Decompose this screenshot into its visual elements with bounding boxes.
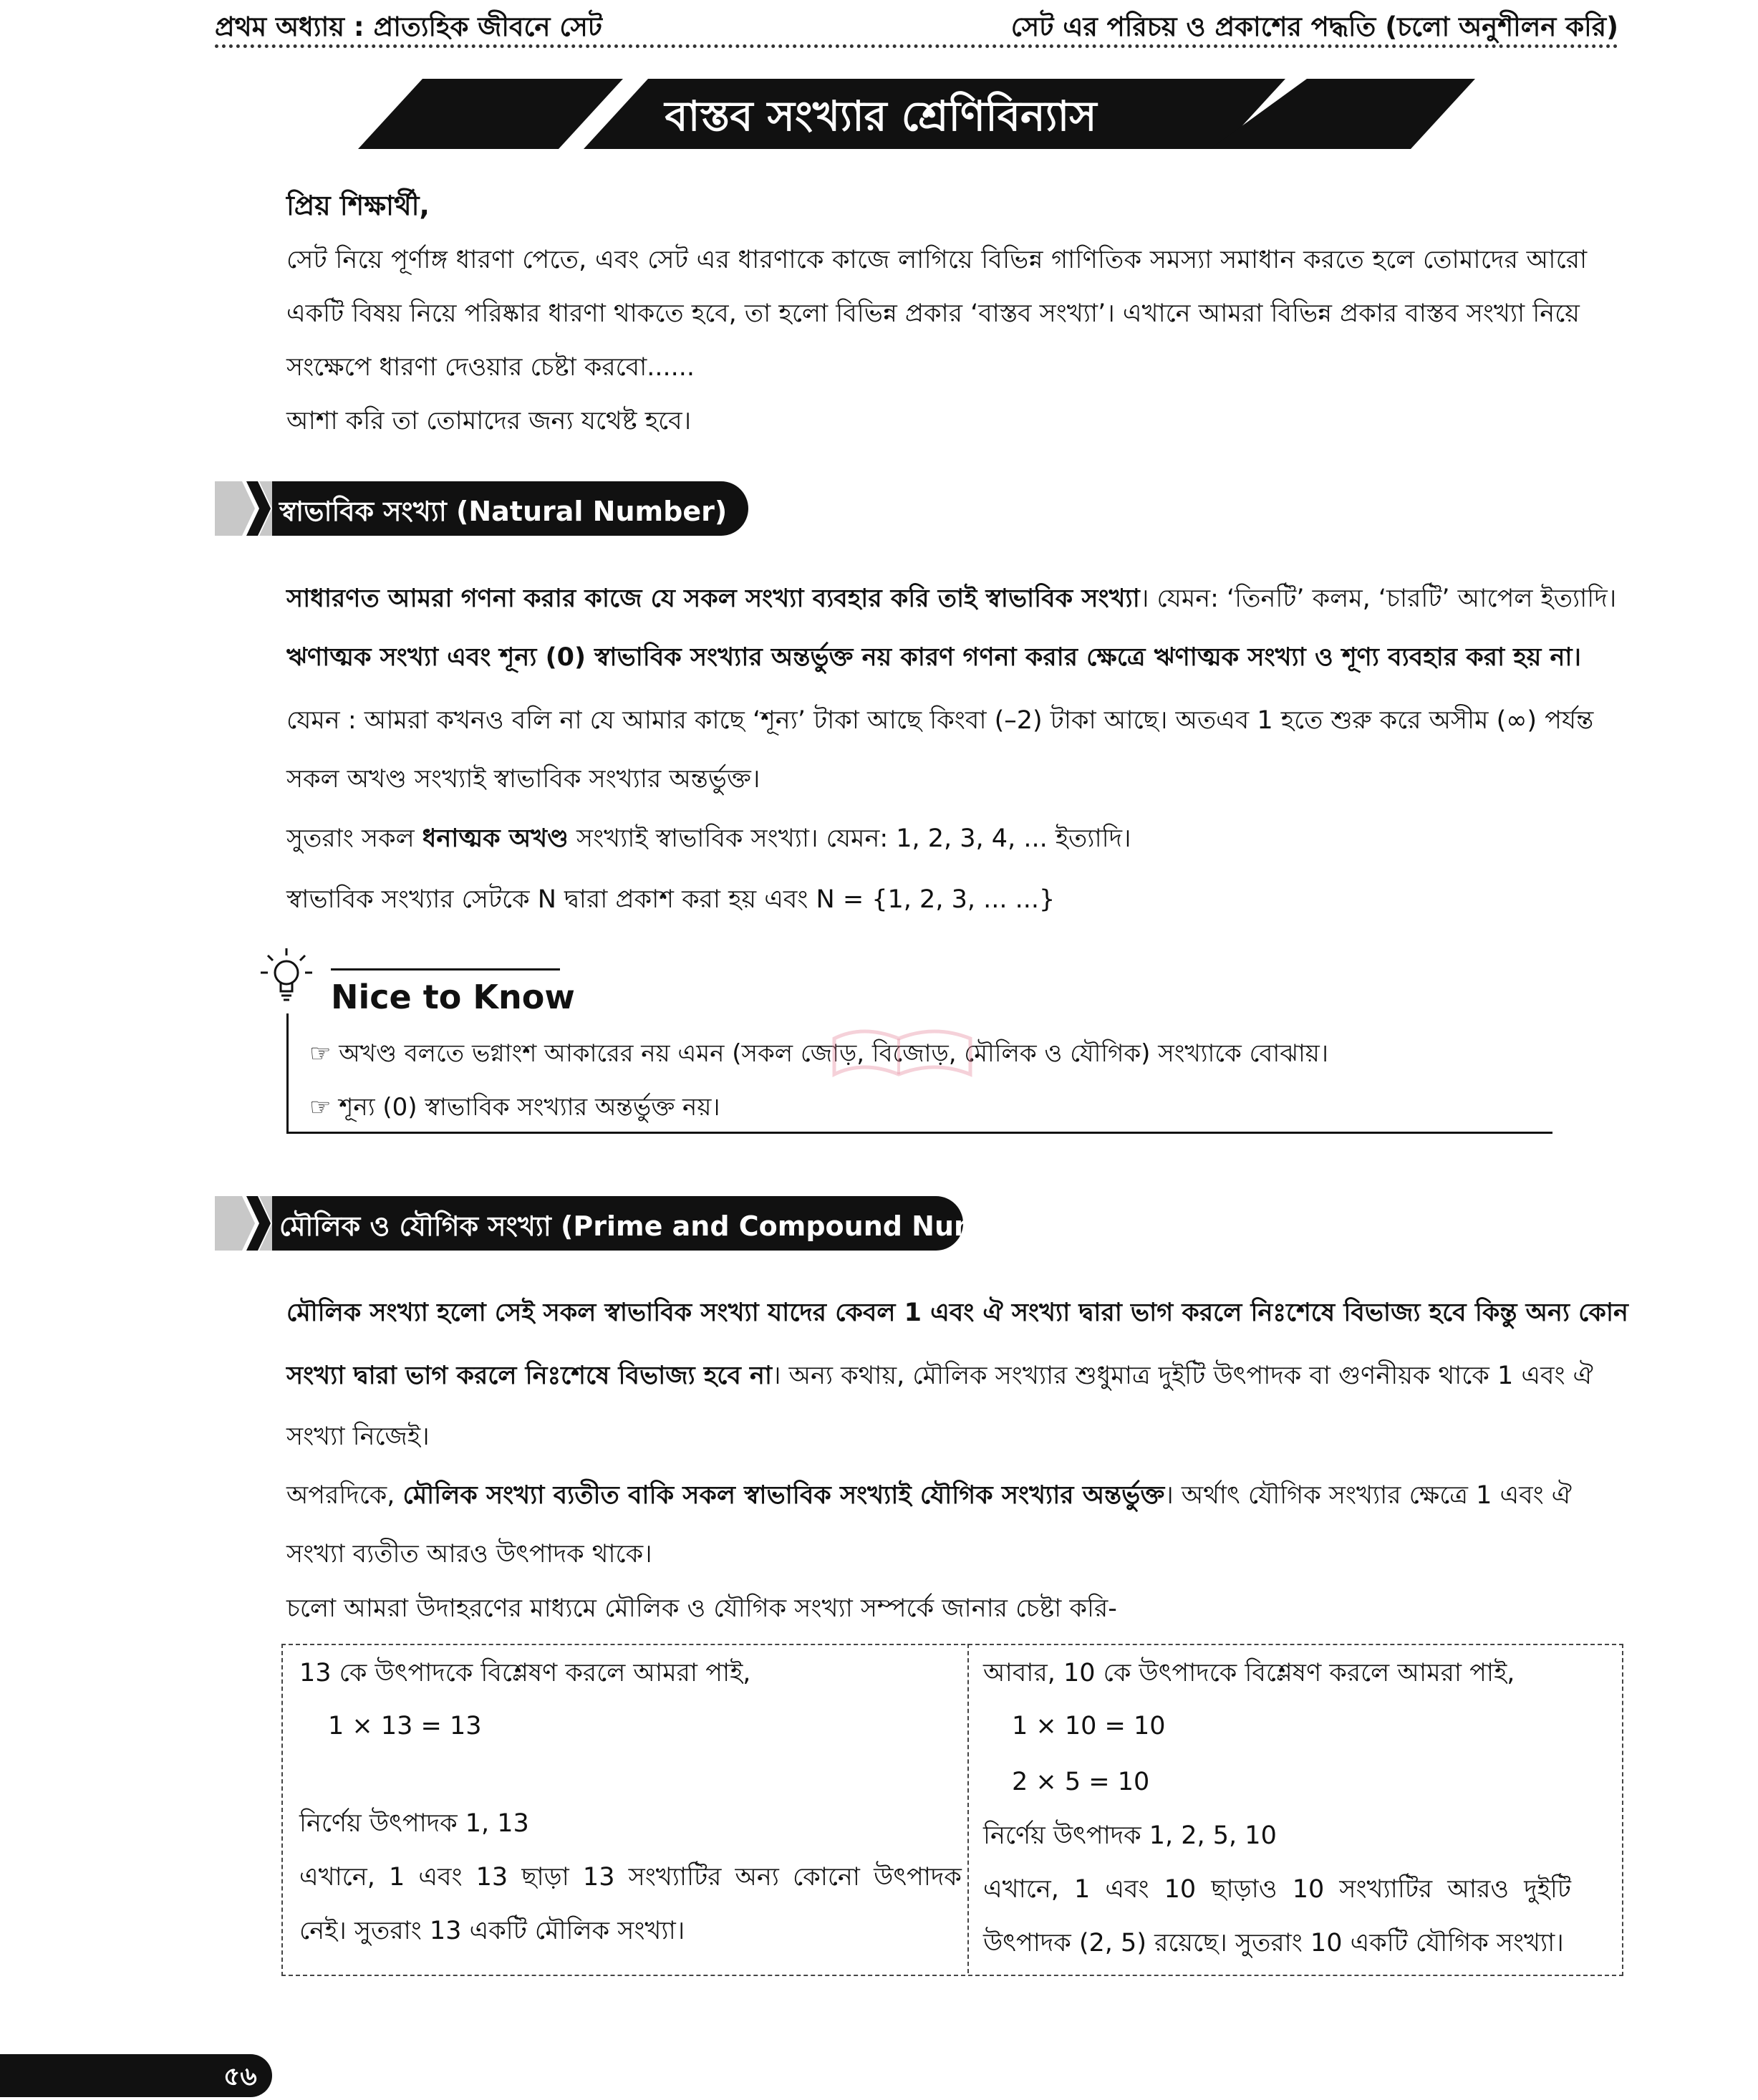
pointing-hand-icon: ☞	[309, 1039, 332, 1068]
natural-para-4: সুতরাং সকল ধনাত্মক অখণ্ড সংখ্যাই স্বাভাবিক সংখ্যা। যেমন: 1, 2, 3, 4, ... ইত্যাদি।	[286, 824, 1131, 853]
prime-para-4: অপরদিকে, মৌলিক সংখ্যা ব্যতীত বাকি সকল স্বাভাবিক সংখ্যাই যৌগিক সংখ্যার অন্তর্ভুক্ত। অর্থাৎ যৌগিক সংখ্যার ক্ষেত্রে 1 এবং ঐ	[286, 1481, 1572, 1510]
left-cell-equation: 1 × 13 = 13	[328, 1712, 482, 1740]
natural-para-3b: সকল অখণ্ড সংখ্যাই স্বাভাবিক সংখ্যার অন্তর্ভুক্ত।	[286, 765, 760, 794]
intro-line-2: একটি বিষয় নিয়ে পরিষ্কার ধারণা থাকতে হবে, তা হলো বিভিন্ন প্রকার ‘বাস্তব সংখ্যা’। এখানে আমরা বিভিন্ন প্রকার বাস্তব সংখ্যা নিয়ে	[286, 299, 1580, 328]
prime-para-1: মৌলিক সংখ্যা হলো সেই সকল স্বাভাবিক সংখ্যা যাদের কেবল 1 এবং ঐ সংখ্যা দ্বারা ভাগ করলে নিঃশেষে বিভাজ্য হবে কিন্তু অন্য কোন	[286, 1299, 1628, 1327]
nice-to-know-rule	[331, 968, 560, 970]
left-cell-line: 13 কে উৎপাদকে বিশ্লেষণ করলে আমরা পাই,	[299, 1659, 751, 1687]
running-header-chapter: প্রথম অধ্যায় : প্রাত্যহিক জীবনে সেট	[215, 11, 602, 42]
right-cell-line: নির্ণেয় উৎপাদক 1, 2, 5, 10	[983, 1821, 1277, 1850]
table-column-divider	[967, 1644, 969, 1973]
natural-set-notation: স্বাভাবিক সংখ্যার সেটকে N দ্বারা প্রকাশ করা হয় এবং N = {1, 2, 3, ... ...}	[286, 885, 1056, 914]
lightbulb-icon	[258, 945, 315, 1010]
right-cell-equation: 1 × 10 = 10	[1012, 1712, 1166, 1740]
left-cell-line: নির্ণেয় উৎপাদক 1, 13	[299, 1809, 529, 1838]
header-divider	[215, 44, 1618, 48]
nice-to-know-title: Nice to Know	[331, 978, 575, 1016]
chevron-icon	[215, 1196, 272, 1251]
page-number: ৫৬	[223, 2062, 257, 2091]
chevron-icon	[215, 481, 272, 536]
section-heading-natural	[215, 481, 748, 536]
prime-para-2: সংখ্যা দ্বারা ভাগ করলে নিঃশেষে বিভাজ্য হবে না। অন্য কথায়, মৌলিক সংখ্যার শুধুমাত্র দুইটি উৎপাদক বা গুণনীয়ক থাকে 1 এবং ঐ	[286, 1362, 1593, 1390]
intro-line-3: সংক্ষেপে ধারণা দেওয়ার চেষ্টা করবো......	[286, 353, 695, 382]
intro-line-1: সেট নিয়ে পূর্ণাঙ্গ ধারণা পেতে, এবং সেট এর ধারণাকে কাজে লাগিয়ে বিভিন্ন গাণিতিক সমস্যা সমাধান করতে হলে তোমাদের আরো	[286, 246, 1588, 274]
watermark-logo-icon	[820, 1021, 992, 1089]
section-heading-label: মৌলিক ও যৌগিক সংখ্যা (Prime and Compound Number)	[279, 1210, 1046, 1242]
greeting: প্রিয় শিক্ষার্থী,	[286, 190, 430, 221]
natural-para-3a: যেমন : আমরা কখনও বলি না যে আমার কাছে ‘শূন্য’ টাকা আছে কিংবা (–2) টাকা আছে। অতএব 1 হতে শুরু করে অসীম (∞) পর্যন্ত	[286, 706, 1594, 735]
nice-to-know-item: ☞ অখণ্ড বলতে ভগ্নাংশ আকারের নয় এমন (সকল জোড়, বিজোড়, মৌলিক ও যৌগিক) সংখ্যাকে বোঝায়।	[309, 1039, 1328, 1068]
right-cell-line: এখানে, 1 এবং 10 ছাড়াও 10 সংখ্যাটির আরও দুইটি	[983, 1875, 1571, 1904]
left-cell-line: এখানে, 1 এবং 13 ছাড়া 13 সংখ্যাটির অন্য কোনো উৎপাদক	[299, 1863, 962, 1892]
prime-para-3: সংখ্যা নিজেই।	[286, 1422, 430, 1451]
section-heading-label: স্বাভাবিক সংখ্যা (Natural Number)	[279, 496, 728, 527]
intro-line-4: আশা করি তা তোমাদের জন্য যথেষ্ট হবে।	[286, 407, 692, 435]
natural-para-1: সাধারণত আমরা গণনা করার কাজে যে সকল সংখ্যা ব্যবহার করি তাই স্বাভাবিক সংখ্যা। যেমন: ‘তিনটি’ কলম, ‘চারটি’ আপেল ইত্যাদি।	[286, 584, 1617, 613]
nice-to-know-item: ☞ শূন্য (0) স্বাভাবিক সংখ্যার অন্তর্ভুক্ত নয়।	[309, 1093, 720, 1122]
pointing-hand-icon: ☞	[309, 1093, 332, 1122]
section-heading-prime	[215, 1196, 1046, 1251]
right-cell-line: আবার, 10 কে উৎপাদকে বিশ্লেষণ করলে আমরা পাই,	[983, 1659, 1515, 1687]
page-title: বাস্তব সংখ্যার শ্রেণিবিন্যাস	[665, 92, 1097, 140]
right-cell-equation: 2 × 5 = 10	[1012, 1768, 1150, 1796]
natural-para-2: ঋণাত্মক সংখ্যা এবং শূন্য (0) স্বাভাবিক সংখ্যার অন্তর্ভুক্ত নয় কারণ গণনা করার ক্ষেত্রে ঋণাত্মক সংখ্যা ও শূণ্য ব্যবহার করা হয় না।	[286, 643, 1582, 672]
running-header-section: সেট এর পরিচয় ও প্রকাশের পদ্ধতি (চলো অনুশীলন করি)	[1010, 11, 1618, 42]
prime-para-6: চলো আমরা উদাহরণের মাধ্যমে মৌলিক ও যৌগিক সংখ্যা সম্পর্কে জানার চেষ্টা করি-	[286, 1594, 1117, 1623]
left-cell-line: নেই। সুতরাং 13 একটি মৌলিক সংখ্যা।	[299, 1917, 685, 1945]
right-cell-line: উৎপাদক (2, 5) রয়েছে। সুতরাং 10 একটি যৌগিক সংখ্যা।	[983, 1929, 1564, 1957]
prime-para-5: সংখ্যা ব্যতীত আরও উৎপাদক থাকে।	[286, 1540, 652, 1569]
